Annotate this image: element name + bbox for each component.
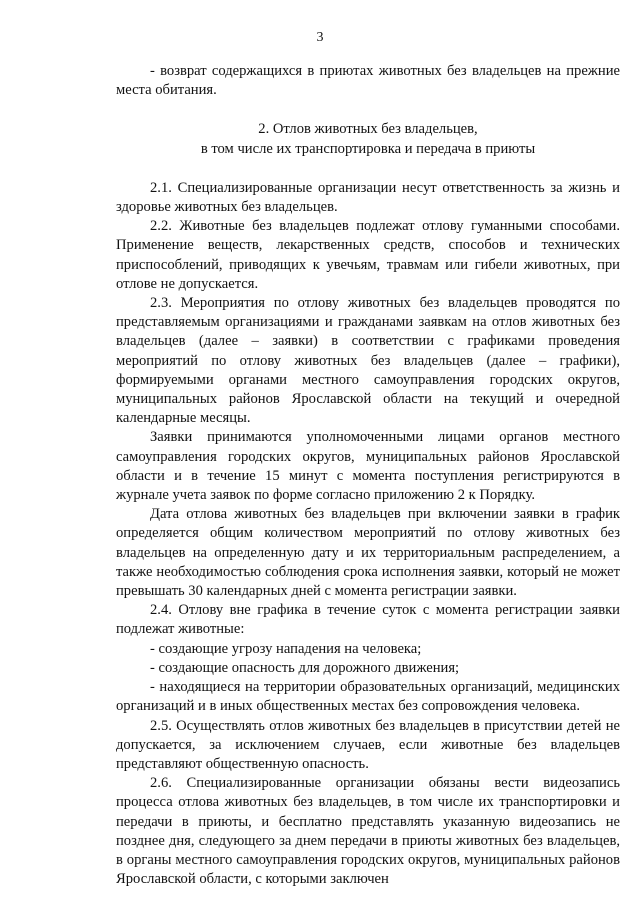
section-title-line-2: в том числе их транспортировка и передача в приюты [200,140,536,157]
paragraph-2-3: 2.3. Мероприятия по отлову животных без владельцев проводятся по представляемым организациями и гражданами заявкам на отлов животных без владельцев (далее – заявки) в соответствии с графиками проведения мероприятий по отлову животных без владельцев (далее – графики), формируемыми органами местного самоуправления городских округов, муниципальных районов Ярославской области на текущий и очередной календарные месяцы. [116,295,620,427]
paragraph-capture-date: Дата отлова животных без владельцев при включении заявки в график определяется общим количеством мероприятий по отлову животных без владельцев на определенную дату и их территориальным распределением, а также необходимостью соблюдения срока исполнения заявки, который не может превышать 30 календарных дней с момента регистрации заявки. [116,506,620,600]
paragraph-applications: Заявки принимаются уполномоченными лицами органов местного самоуправления городских округов, муниципальных районов Ярославской области и в течение 15 минут с момента поступления регистрируются в журнале учета заявок по форме согласно приложению 2 к Порядку. [116,429,620,504]
list-item-territory: - находящиеся на территории образовательных организаций, медицинских организаций и в иных общественных местах без сопровождения человека. [116,679,620,715]
paragraph-2-6: 2.6. Специализированные организации обязаны вести видеозапись процесса отлова животных без владельцев, в том числе их транспортировки и передачи в приюты, и бесплатно представлять указанную видеозапись не позднее дня, следующего за днем передачи в приюты животных без владельцев, в органы местного самоуправления городских округов, муниципальных районов Ярославской области, с которыми заключен [116,775,620,888]
list-item-threat: - создающие угрозу нападения на человека; [150,640,422,657]
section-title-line-1: 2. Отлов животных без владельцев, [258,121,478,138]
section-title [116,120,620,158]
list-item-traffic: - создающие опасность для дорожного движения; [150,659,460,676]
page-number: 3 [316,30,324,45]
intro-list-item: - возврат содержащихся в приютах животных без владельцев на прежние места обитания. [116,63,620,99]
document-body [116,62,620,889]
paragraph-2-4: 2.4. Отлову вне графика в течение суток с момента регистрации заявки подлежат животные: [116,602,620,638]
paragraph-2-2: 2.2. Животные без владельцев подлежат отлову гуманными способами. Применение веществ, лекарственных средств, способов и технических приспособлений, приводящих к увечьям, травмам или гибели животных, при отлове не допускается. [116,218,620,292]
paragraph-2-1: 2.1. Специализированные организации несут ответственность за жизнь и здоровье животных без владельцев. [116,179,620,216]
paragraph-2-5: 2.5. Осуществлять отлов животных без владельцев в присутствии детей не допускается, за исключением случаев, если животные без владельцев представляют общественную опасность. [116,717,620,772]
